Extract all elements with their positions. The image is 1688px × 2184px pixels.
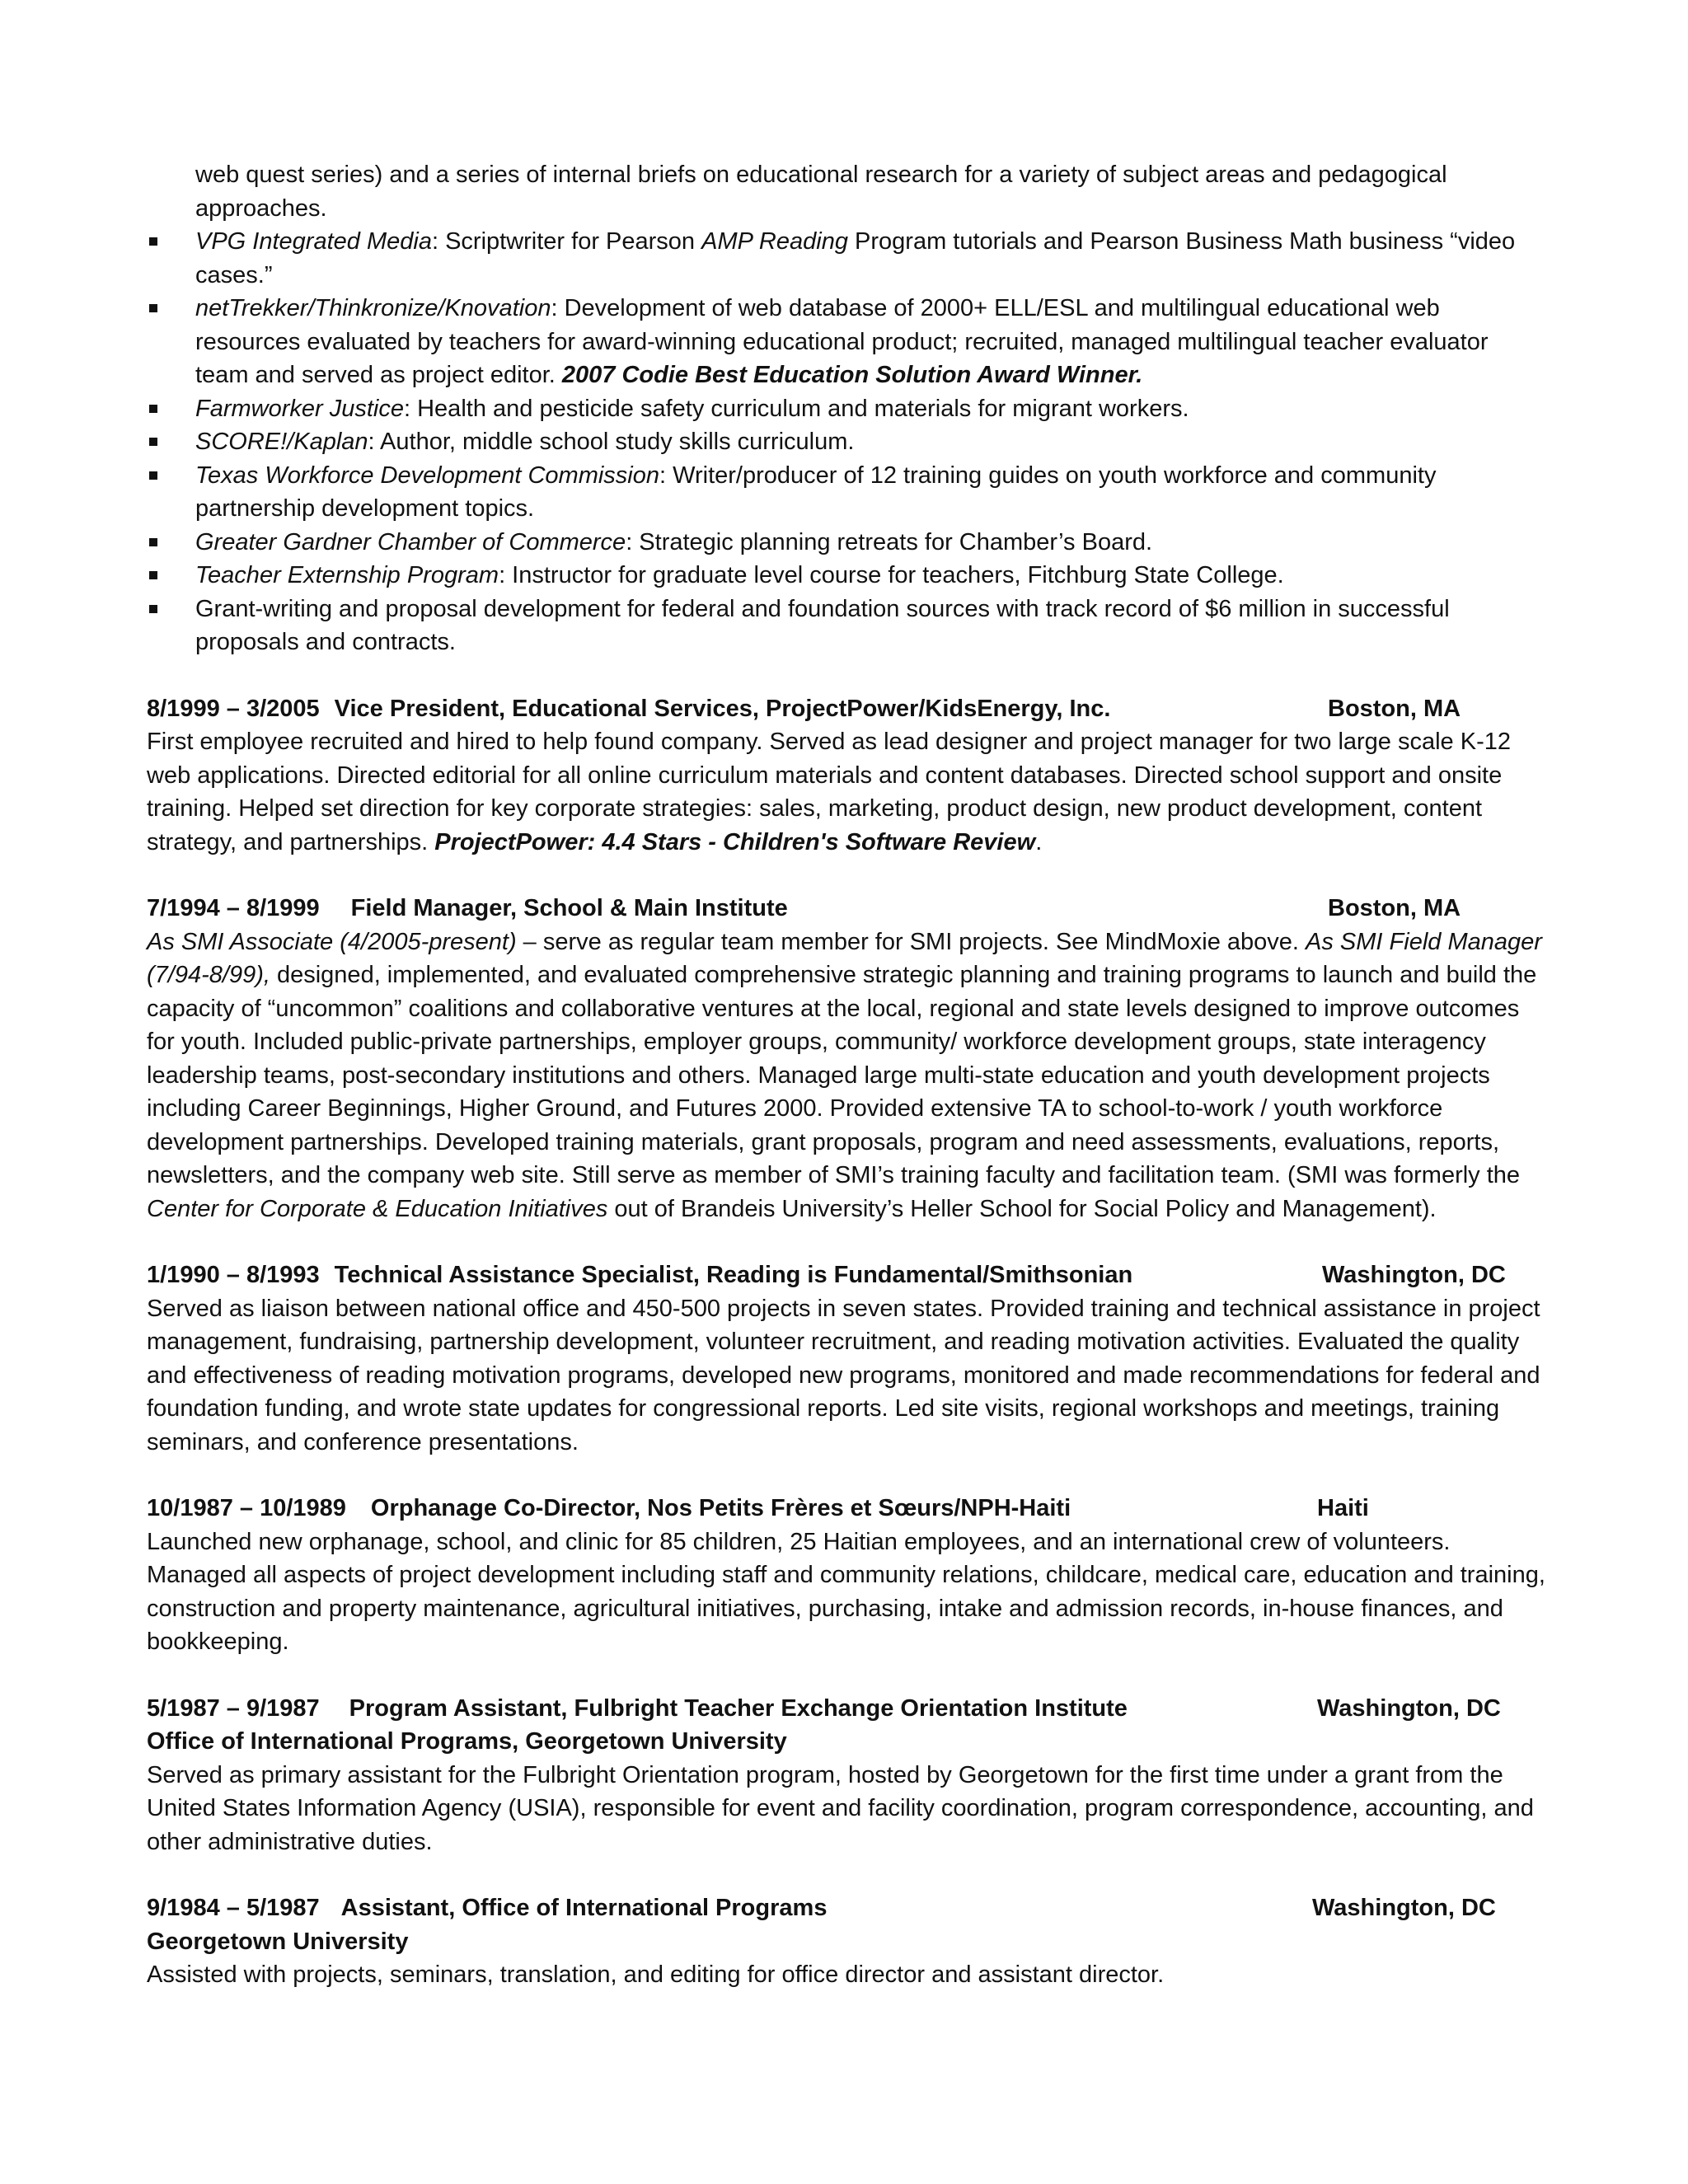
program-name: AMP Reading <box>701 228 848 255</box>
award-text: 2007 Codie Best Education Solution Award Winner. <box>561 362 1143 388</box>
list-item-continuation <box>147 158 1546 225</box>
job-location: Boston, MA <box>1328 895 1461 921</box>
bullet-icon <box>149 571 157 579</box>
list-item: Greater Gardner Chamber of Commerce: Strategic planning retreats for Chamber’s Board. <box>147 526 1546 560</box>
list-item: netTrekker/Thinkronize/Knovation: Development of web database of 2000+ ELL/ESL and multilingual educational web resources evaluated by teachers for award-winning educational product; recruited, managed multilingual teacher evaluator team and served as project editor. 2007 Codie Best Education Solution Award Winner. <box>147 292 1546 392</box>
list-item <box>147 593 1546 659</box>
org-name: Texas Workforce Development Commission <box>195 462 660 489</box>
org-name: Farmworker Justice <box>195 395 404 422</box>
list-item: Farmworker Justice: Health and pesticide safety curriculum and materials for migrant workers. <box>147 392 1546 426</box>
consulting-bullet-list <box>147 158 1546 659</box>
org-name: VPG Integrated Media <box>195 228 432 255</box>
job-title: Field Manager, School & Main Institute <box>350 895 788 921</box>
continuation-text: web quest series) and a series of internal briefs on educational research for a variety of subject areas and pedagogical approaches. <box>195 162 1447 222</box>
job-dates: 7/1994 – 8/1999 <box>147 895 320 921</box>
job-heading <box>147 1891 1546 1925</box>
job-title: Program Assistant, Fulbright Teacher Exchange Orientation Institute <box>349 1694 1128 1722</box>
job-location: Washington, DC <box>1317 1694 1501 1722</box>
job-dates: 9/1984 – 5/1987 <box>147 1895 320 1921</box>
job-description: As SMI Associate (4/2005-present) – serve as regular team member for SMI projects. See MindMoxie above. As SMI Field Manager (7/94-8/99), designed, implemented, and evaluated comprehensive strategic planning and training programs to launch and build the capacity of “uncommon” coalitions and collaborative ventures at the local, regional and state levels designed to improve outcomes for youth. Included public-private partnerships, employer groups, community/ workforce development groups, state interagency leadership teams, post-secondary institutions and others. Managed large multi-state education and youth development projects including Career Beginnings, Higher Ground, and Futures 2000. Provided extensive TA to school-to-work / youth workforce development partnerships. Developed training materials, grant proposals, program and need assessments, evaluations, reports, newsletters, and the company web site. Still serve as member of SMI’s training faculty and facilitation team. (SMI was formerly the Center for Corporate & Education Initiatives out of Brandeis University’s Heller School for Social Policy and Management). <box>147 928 1542 1222</box>
award-text: ProjectPower: 4.4 Stars - Children's Software Review <box>434 828 1036 855</box>
job-subtitle: Georgetown University <box>147 1928 409 1955</box>
job-title: Assistant, Office of International Programs <box>340 1895 828 1921</box>
job-location: Boston, MA <box>1328 695 1461 722</box>
bullet-icon <box>149 405 157 413</box>
job-dates: 5/1987 – 9/1987 <box>147 1694 320 1722</box>
list-item: VPG Integrated Media: Scriptwriter for Pearson AMP Reading Program tutorials and Pearson Business Math business “video cases.” <box>147 225 1546 292</box>
org-name: Greater Gardner Chamber of Commerce <box>195 528 626 555</box>
bullet-icon <box>149 304 157 312</box>
job-entry-georgetown <box>147 1891 1546 1992</box>
list-item: Teacher Externship Program: Instructor for graduate level course for teachers, Fitchburg State College. <box>147 559 1546 593</box>
job-entry-fulbright <box>147 1692 1546 1859</box>
job-dates: 8/1999 – 3/2005 <box>147 695 320 722</box>
job-entry-rif <box>147 1258 1546 1459</box>
job-location: Washington, DC <box>1322 1262 1506 1288</box>
resume-content <box>147 158 1546 1992</box>
list-item: Texas Workforce Development Commission: Writer/producer of 12 training guides on youth workforce and community partnership development topics. <box>147 459 1546 526</box>
job-heading <box>147 892 1546 926</box>
job-subtitle: Office of International Programs, Georgetown University <box>147 1728 787 1755</box>
job-heading <box>147 1258 1546 1292</box>
job-dates: 1/1990 – 8/1993 <box>147 1262 320 1288</box>
job-title: Technical Assistance Specialist, Reading is Fundamental/Smithsonian <box>334 1262 1133 1288</box>
job-heading <box>147 1492 1546 1526</box>
job-entry-projectpower <box>147 692 1546 860</box>
bullet-icon <box>149 438 157 446</box>
bullet-icon <box>149 471 157 480</box>
job-dates: 10/1987 – 10/1989 <box>147 1495 346 1521</box>
org-name: Teacher Externship Program <box>195 562 499 588</box>
job-description: Served as liaison between national office and 450-500 projects in seven states. Provided training and technical assistance in project management, fundraising, partnership development, volunteer recruitment, and reading motivation activities. Evaluated the quality and effectiveness of reading motivation programs, developed new programs, monitored and made recommendations for federal and foundation funding, and wrote state updates for congressional reports. Led site visits, regional workshops and meetings, training seminars, and conference presentations. <box>147 1295 1540 1455</box>
job-description: Served as primary assistant for the Fulbright Orientation program, hosted by Georgetown for the first time under a grant from the United States Information Agency (USIA), responsible for event and facility coordination, program correspondence, accounting, and other administrative duties. <box>147 1761 1534 1855</box>
bullet-icon <box>149 538 157 546</box>
job-title: Orphanage Co-Director, Nos Petits Frères et Sœurs/NPH-Haiti <box>370 1495 1071 1521</box>
job-location: Washington, DC <box>1312 1895 1496 1921</box>
job-entry-school-main <box>147 892 1546 1226</box>
bullet-icon <box>149 605 157 613</box>
bullet-icon <box>149 237 157 246</box>
job-description: First employee recruited and hired to help found company. Served as lead designer and project manager for two large scale K-12 web applications. Directed editorial for all online curriculum materials and content databases. Directed school support and onsite training. Helped set direction for key corporate strategies: sales, marketing, product design, new product development, content strategy, and partnerships. ProjectPower: 4.4 Stars - Children's Software Review. <box>147 729 1511 855</box>
job-description: Assisted with projects, seminars, translation, and editing for office director and assistant director. <box>147 1961 1165 1988</box>
bullet-text: Grant-writing and proposal development for federal and foundation sources with track record of $6 million in successful proposals and contracts. <box>195 595 1450 655</box>
job-heading <box>147 1692 1546 1726</box>
org-name: netTrekker/Thinkronize/Knovation <box>195 295 551 321</box>
job-entry-nph-haiti <box>147 1492 1546 1659</box>
job-location: Haiti <box>1317 1495 1369 1521</box>
list-item: SCORE!/Kaplan: Author, middle school study skills curriculum. <box>147 425 1546 459</box>
job-description: Launched new orphanage, school, and clinic for 85 children, 25 Haitian employees, and an international crew of volunteers. Managed all aspects of project development including staff and community relations, childcare, medical care, education and training, construction and property maintenance, agricultural initiatives, purchasing, intake and admission records, in-house finances, and bookkeeping. <box>147 1528 1545 1655</box>
org-name: SCORE!/Kaplan <box>195 429 368 455</box>
job-heading <box>147 692 1546 726</box>
job-title: Vice President, Educational Services, ProjectPower/KidsEnergy, Inc. <box>334 695 1111 722</box>
